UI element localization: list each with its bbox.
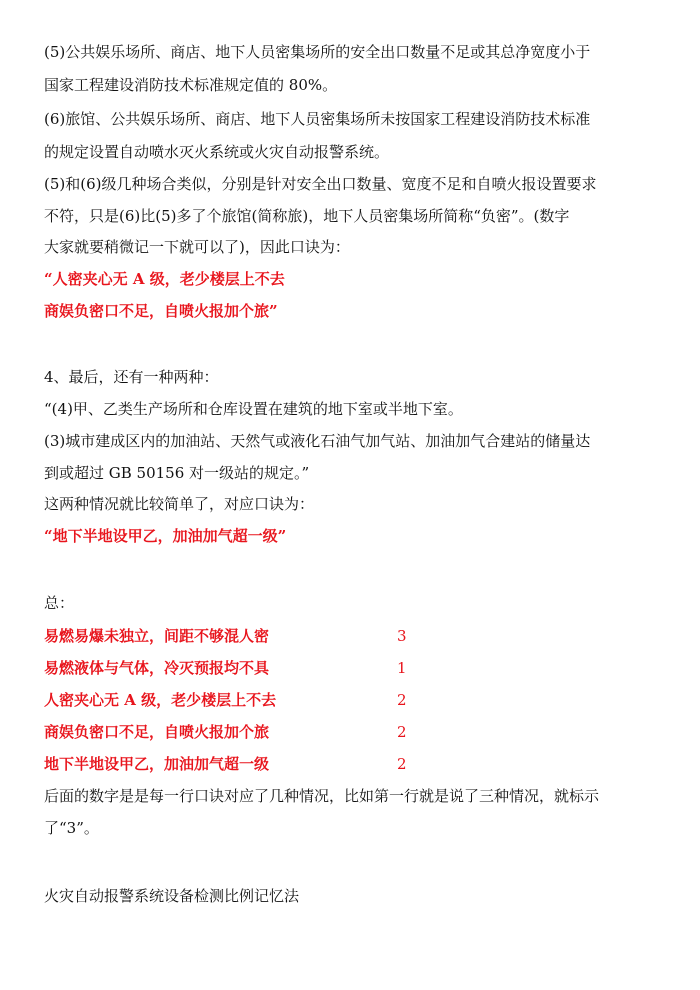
next-section-title: 火灾自动报警系统设备检测比例记忆法 — [44, 887, 300, 905]
mnemonic-2: “地下半地设甲乙，加油加气超一级” — [44, 527, 287, 545]
explanation-line-2: 不符，只是(6)比(5)多了个旅馆(简称旅)，地下人员密集场所简称“负密”。(数字 — [44, 207, 570, 225]
section-4-intro: 这两种情况就比较简单了，对应口诀为： — [44, 495, 315, 513]
summary-note-line-1: 后面的数字是是每一行口诀对应了几种情况，比如第一行就是说了三种情况，就标示 — [44, 787, 600, 805]
explanation-line-3: 大家就要稍微记一下就可以了)，因此口诀为： — [44, 238, 350, 256]
mnemonic-1-line-1: “人密夹心无 A 级，老少楼层上不去 — [44, 270, 285, 288]
summary-row-count: 3 — [397, 627, 407, 645]
summary-heading: 总： — [44, 594, 75, 612]
section-4-item-3-line-2: 到或超过 GB 50156 对一级站的规定。” — [44, 464, 310, 482]
section-4-item-4: “(4)甲、乙类生产场所和仓库设置在建筑的地下室或半地下室。 — [44, 400, 463, 418]
summary-row-text: 商娱负密口不足，自喷火报加个旅 — [44, 723, 270, 741]
summary-row-count: 2 — [397, 691, 407, 709]
paragraph-5-line-1: (5)公共娱乐场所、商店、地下人员密集场所的安全出口数量不足或其总净宽度小于 — [44, 43, 591, 61]
mnemonic-1-line-2: 商娱负密口不足，自喷火报加个旅” — [44, 302, 278, 320]
section-4-heading: 4、最后，还有一种两种： — [44, 368, 219, 386]
summary-note-line-2: 了“3”。 — [44, 819, 99, 837]
summary-row-text: 易燃易爆未独立，间距不够混人密 — [44, 627, 270, 645]
summary-row-text: 人密夹心无 A 级，老少楼层上不去 — [44, 691, 277, 709]
paragraph-6-line-1: (6)旅馆、公共娱乐场所、商店、地下人员密集场所未按国家工程建设消防技术标准 — [44, 110, 591, 128]
section-4-item-3-line-1: (3)城市建成区内的加油站、天然气或液化石油气加气站、加油加气合建站的储量达 — [44, 432, 591, 450]
summary-row-text: 地下半地设甲乙，加油加气超一级 — [44, 755, 270, 773]
paragraph-6-line-2: 的规定设置自动喷水灭火系统或火灾自动报警系统。 — [44, 143, 390, 161]
summary-row-count: 2 — [397, 755, 407, 773]
summary-row-count: 2 — [397, 723, 407, 741]
paragraph-5-line-2: 国家工程建设消防技术标准规定值的 80%。 — [44, 76, 338, 94]
explanation-line-1: (5)和(6)级几种场合类似，分别是针对安全出口数量、宽度不足和自喷火报设置要求 — [44, 175, 597, 193]
summary-row-text: 易燃液体与气体，冷灭预报均不具 — [44, 659, 270, 677]
summary-row-count: 1 — [397, 659, 407, 677]
